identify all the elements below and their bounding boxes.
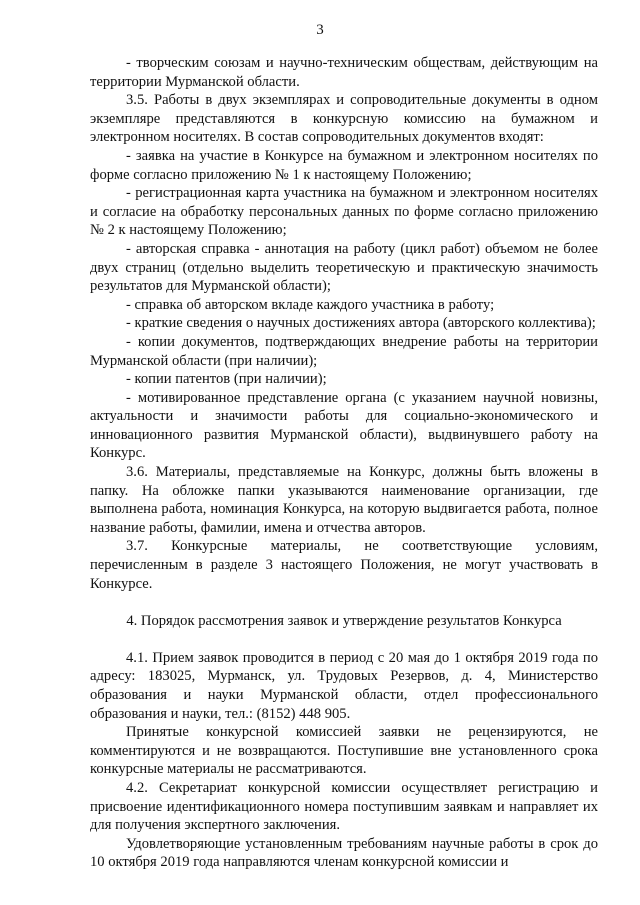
paragraph-accepted-applications: Принятые конкурсной комиссией заявки не рецензируются, не комментируются и не возвращаются. Поступившие вне установленного срока конкурсные материалы не рассматриваются. <box>90 724 598 778</box>
list-item-author-reference: - авторская справка - аннотация на работу (цикл работ) объемом не более двух страниц (отдельно выделить теоретическую и практическую значимость результатов для Мурманской области); <box>90 240 598 295</box>
paragraph-3-5: 3.5. Работы в двух экземплярах и сопроводительные документы в одном экземпляре представляются в конкурсную комиссию на бумажном и электронном носителях. В состав сопроводительных документов входят: <box>90 92 598 146</box>
section-heading-4: 4. Порядок рассмотрения заявок и утверждение результатов Конкурса <box>126 613 562 630</box>
list-item-registration-card: - регистрационная карта участника на бумажном и электронном носителях и согласие на обработку персональных данных по форме согласно приложению № 2 к настоящему Положению; <box>90 185 598 239</box>
list-item-achievements: - краткие сведения о научных достижениях автора (авторского коллектива); <box>126 315 596 332</box>
list-item-implementation-docs: - копии документов, подтверждающих внедрение работы на территории Мурманской области (при наличии); <box>90 333 598 369</box>
paragraph-eligible-works: Удовлетворяющие установленным требованиям научные работы в срок до 10 октября 2019 года направляются членам конкурсной комиссии и <box>90 835 598 871</box>
list-item-nomination: - мотивированное представление органа (с указанием научной новизны, актуальности и значимости работы для социально-экономического и инновационного развития Мурманской области), выдвинувшего работу на Конкурс. <box>90 389 598 462</box>
paragraph-3-7: 3.7. Конкурсные материалы, не соответствующие условиям, перечисленным в разделе 3 настоящего Положения, не могут участвовать в Конкурсе. <box>90 538 598 592</box>
list-item-patents: - копии патентов (при наличии); <box>126 371 327 388</box>
page-number: 3 <box>316 22 324 38</box>
paragraph-4-1: 4.1. Прием заявок проводится в период с 20 мая до 1 октября 2019 года по адресу: 183025, Мурманск, ул. Трудовых Резервов, д. 4, Министерство образования и науки Мурманской области, отдел профессионального образования и науки, тел.: (8152) 448 905. <box>90 649 598 722</box>
list-item-contribution: - справка об авторском вкладе каждого участника в работу; <box>126 296 495 313</box>
list-item-application: - заявка на участие в Конкурсе на бумажном и электронном носителях по форме согласно приложению № 1 к настоящему Положению; <box>90 147 598 183</box>
paragraph-4-2: 4.2. Секретариат конкурсной комиссии осуществляет регистрацию и присвоение идентификационного номера поступившим заявкам и направляет их для получения экспертного заключения. <box>90 779 598 834</box>
paragraph-3-6: 3.6. Материалы, представляемые на Конкурс, должны быть вложены в папку. На обложке папки указываются наименование организации, где выполнена работа, номинация Конкурса, на которую выдвигается работа, полное название работы, фамилии, имена и отчества авторов. <box>90 464 598 536</box>
paragraph-creative-unions: - творческим союзам и научно-техническим обществам, действующим на территории Мурманской области. <box>90 55 598 90</box>
document-body <box>90 54 598 872</box>
